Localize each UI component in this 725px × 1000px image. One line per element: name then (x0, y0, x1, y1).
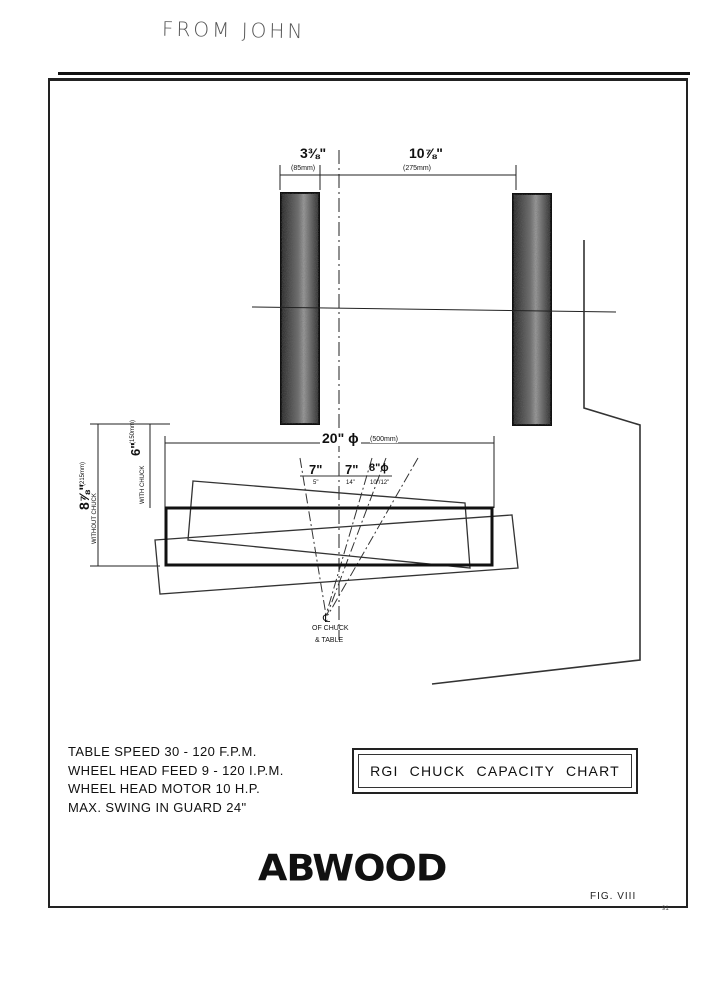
offset-metric-3: 10"/12" (370, 480, 390, 486)
abwood-logo: ABWOOD (258, 847, 447, 889)
offset-dimension-2: 7" (345, 462, 359, 477)
spec-max-swing: MAX. SWING IN GUARD 24" (68, 799, 247, 815)
offset-dimension-3: 8"ϕ (369, 462, 389, 474)
handwritten-note: FROM JOHN (161, 16, 306, 44)
title-box (352, 748, 638, 794)
offset-dimension-1: 7" (309, 462, 323, 477)
centerline-label-1: OF CHUCK (312, 625, 349, 632)
centerline-label-2: & TABLE (315, 637, 344, 644)
diameter-metric: (500mm) (370, 436, 399, 443)
diameter-dimension: 20" ϕ (322, 430, 359, 446)
spec-table-speed: TABLE SPEED 30 - 120 F.P.M. (68, 744, 257, 759)
tilted-table-outline-a (188, 481, 470, 568)
without-chuck-dimension: 8⅞" (76, 483, 92, 510)
machine-specifications (68, 743, 284, 817)
chuck-capacity-rectangle (166, 508, 492, 565)
chart-title: RGI CHUCK CAPACITY CHART (358, 754, 632, 788)
gap-dimension: 10⅞" (409, 145, 443, 161)
with-chuck-metric: (150mm) (130, 419, 136, 444)
gap-metric: (275mm) (403, 165, 432, 172)
left-width-metric: (85mm) (291, 165, 316, 172)
figure-label: FIG. VIII (590, 891, 637, 902)
with-chuck-dimension: 6" (128, 442, 143, 456)
left-grinding-wheel (281, 193, 319, 424)
spec-wheel-head-motor: WHEEL HEAD MOTOR 10 H.P. (68, 781, 261, 796)
offset-metric-2: 14" (346, 480, 355, 486)
without-chuck-label: WITHOUT CHUCK (92, 493, 98, 544)
right-grinding-wheel (513, 194, 551, 425)
centerline-symbol: ℄ (323, 613, 331, 625)
page-number: 91 (662, 906, 669, 912)
left-width-dimension: 3⅜" (300, 145, 327, 161)
with-chuck-label: WITH CHUCK (140, 465, 146, 504)
offset-metric-1: 5" (313, 480, 319, 486)
spec-wheel-head-feed: WHEEL HEAD FEED 9 - 120 I.P.M. (68, 762, 284, 778)
without-chuck-metric: (215mm) (80, 461, 86, 486)
